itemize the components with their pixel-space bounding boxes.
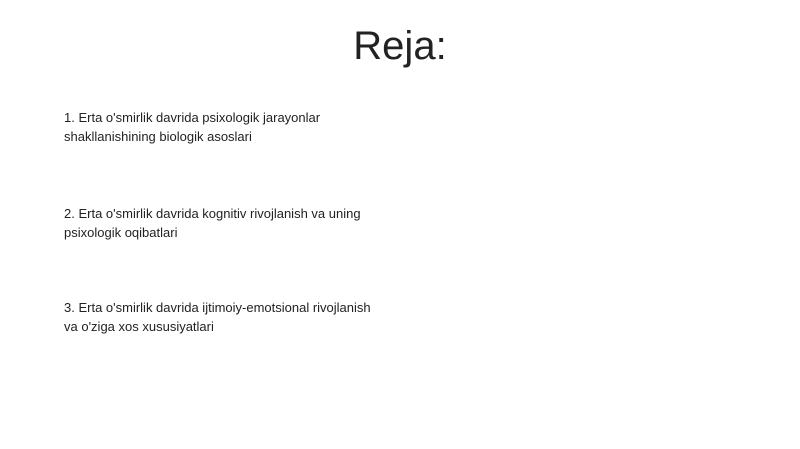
- plan-item-1: 1. Erta o'smirlik davrida psixologik jarayonlar shakllanishining biologik asoslari: [64, 110, 321, 144]
- plan-item-3: 3. Erta o'smirlik davrida ijtimoiy-emotsional rivojlanish va o'ziga xos xususiyatlari: [64, 300, 371, 334]
- slide-title: Reja:: [353, 24, 447, 68]
- plan-item-2: 2. Erta o'smirlik davrida kognitiv rivojlanish va uning psixologik oqibatlari: [64, 206, 361, 240]
